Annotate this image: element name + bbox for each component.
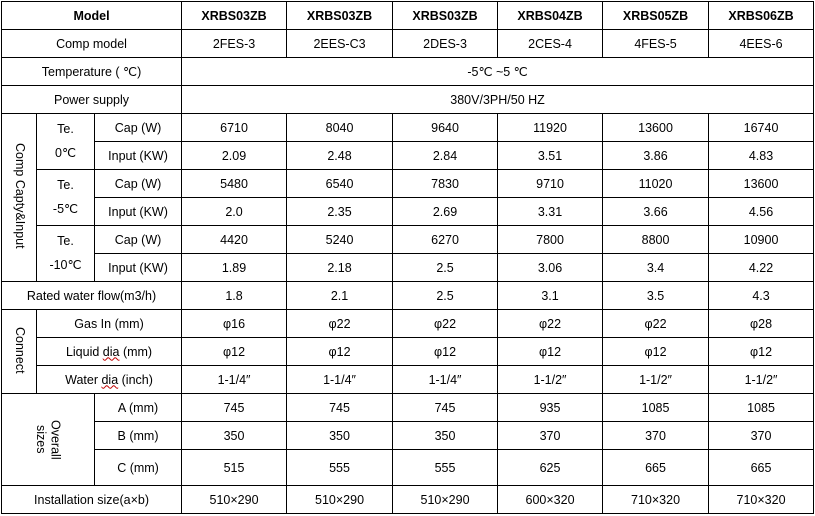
- model-header: XRBS05ZB: [603, 2, 709, 30]
- model-header: XRBS03ZB: [182, 2, 287, 30]
- temperature-row: [2, 58, 814, 86]
- water-flow-label: Rated water flow(m3/h): [2, 282, 182, 310]
- comp-model-cell: 2CES-4: [498, 30, 603, 58]
- input-row: [2, 254, 814, 282]
- te-cell: [37, 170, 95, 226]
- te-label: Te.: [57, 177, 74, 192]
- gas-in-row: [2, 310, 814, 338]
- cap-cell: 9640: [393, 114, 498, 142]
- cap-cell: 7800: [498, 226, 603, 254]
- cap-cell: 10900: [709, 226, 814, 254]
- size-c-cell: 665: [709, 450, 814, 486]
- cap-cell: 7830: [393, 170, 498, 198]
- cap-label: Cap (W): [95, 114, 182, 142]
- installation-cell: 710×320: [603, 486, 709, 514]
- water-dia-cell: 1-1/2″: [709, 366, 814, 394]
- size-a-label: A (mm): [95, 394, 182, 422]
- input-cell: 4.22: [709, 254, 814, 282]
- cap-cell: 13600: [709, 170, 814, 198]
- water-dia-cell: 1-1/2″: [603, 366, 709, 394]
- cap-cell: 16740: [709, 114, 814, 142]
- cap-cell: 8040: [287, 114, 393, 142]
- size-a-cell: 1085: [603, 394, 709, 422]
- size-b-cell: 370: [498, 422, 603, 450]
- water-flow-row: [2, 282, 814, 310]
- temperature-label: Temperature ( ℃): [2, 58, 182, 86]
- comp-model-label: Comp model: [2, 30, 182, 58]
- header-row: [2, 2, 814, 30]
- input-cell: 2.84: [393, 142, 498, 170]
- gas-in-cell: φ16: [182, 310, 287, 338]
- model-header: XRBS03ZB: [393, 2, 498, 30]
- comp-model-cell: 4FES-5: [603, 30, 709, 58]
- capacity-section-label: [2, 114, 37, 282]
- input-cell: 3.06: [498, 254, 603, 282]
- comp-model-cell: 2DES-3: [393, 30, 498, 58]
- water-flow-cell: 3.1: [498, 282, 603, 310]
- input-cell: 1.89: [182, 254, 287, 282]
- overall-line2: sizes: [34, 425, 48, 454]
- size-a-cell: 935: [498, 394, 603, 422]
- size-b-label: B (mm): [95, 422, 182, 450]
- size-c-cell: 555: [393, 450, 498, 486]
- size-a-cell: 745: [287, 394, 393, 422]
- liquid-dia-row: [2, 338, 814, 366]
- liquid-label-a: Liquid: [65, 344, 103, 359]
- cap-cell: 5480: [182, 170, 287, 198]
- liquid-dia-cell: φ12: [498, 338, 603, 366]
- te-label: Te.: [57, 121, 74, 136]
- size-b-cell: 350: [287, 422, 393, 450]
- gas-in-cell: φ22: [498, 310, 603, 338]
- liquid-label-b: dia: [102, 344, 120, 359]
- te-cell: [37, 226, 95, 282]
- capacity-row: [2, 170, 814, 198]
- installation-cell: 710×320: [709, 486, 814, 514]
- cap-cell: 11920: [498, 114, 603, 142]
- input-cell: 2.5: [393, 254, 498, 282]
- size-b-cell: 370: [603, 422, 709, 450]
- comp-model-row: [2, 30, 814, 58]
- input-cell: 3.51: [498, 142, 603, 170]
- size-c-cell: 625: [498, 450, 603, 486]
- cap-cell: 8800: [603, 226, 709, 254]
- installation-row: [2, 486, 814, 514]
- water-dia-cell: 1-1/4″: [182, 366, 287, 394]
- size-b-cell: 350: [182, 422, 287, 450]
- input-cell: 2.69: [393, 198, 498, 226]
- installation-cell: 510×290: [182, 486, 287, 514]
- overall-line1: Overall: [48, 419, 63, 460]
- input-label: Input (KW): [95, 254, 182, 282]
- model-header: XRBS03ZB: [287, 2, 393, 30]
- size-c-row: [2, 450, 814, 486]
- input-label: Input (KW): [95, 198, 182, 226]
- cap-cell: 11020: [603, 170, 709, 198]
- input-cell: 3.86: [603, 142, 709, 170]
- gas-in-cell: φ22: [603, 310, 709, 338]
- gas-in-label: Gas In (mm): [37, 310, 182, 338]
- overall-sizes-text: [35, 420, 62, 460]
- liquid-label-c: (mm): [119, 344, 153, 359]
- connect-section-label: [2, 310, 37, 394]
- input-cell: 4.83: [709, 142, 814, 170]
- liquid-dia-cell: φ12: [182, 338, 287, 366]
- model-header-label: Model: [2, 2, 182, 30]
- model-header: XRBS06ZB: [709, 2, 814, 30]
- input-row: [2, 198, 814, 226]
- water-flow-cell: 4.3: [709, 282, 814, 310]
- liquid-dia-cell: φ12: [709, 338, 814, 366]
- comp-model-cell: 2FES-3: [182, 30, 287, 58]
- connect-section-text: Connect: [12, 326, 27, 374]
- liquid-dia-cell: φ12: [393, 338, 498, 366]
- comp-model-cell: 4EES-6: [709, 30, 814, 58]
- liquid-dia-cell: φ12: [287, 338, 393, 366]
- cap-cell: 5240: [287, 226, 393, 254]
- cap-cell: 9710: [498, 170, 603, 198]
- capacity-row: [2, 114, 814, 142]
- cap-label: Cap (W): [95, 226, 182, 254]
- input-cell: 3.4: [603, 254, 709, 282]
- power-supply-row: [2, 86, 814, 114]
- cap-cell: 6710: [182, 114, 287, 142]
- input-cell: 3.66: [603, 198, 709, 226]
- te-value: -10℃: [49, 257, 82, 272]
- capacity-section-text: Comp Capty&Input: [12, 143, 27, 249]
- input-label: Input (KW): [95, 142, 182, 170]
- te-cell: [37, 114, 95, 170]
- water-dia-row: [2, 366, 814, 394]
- liquid-dia-cell: φ12: [603, 338, 709, 366]
- te-label: Te.: [57, 233, 74, 248]
- te-value: -5℃: [52, 201, 79, 216]
- input-cell: 2.18: [287, 254, 393, 282]
- size-a-row: [2, 394, 814, 422]
- power-supply-label: Power supply: [2, 86, 182, 114]
- te-value: 0℃: [55, 145, 76, 160]
- gas-in-cell: φ22: [287, 310, 393, 338]
- water-dia-cell: 1-1/4″: [393, 366, 498, 394]
- cap-cell: 6270: [393, 226, 498, 254]
- input-cell: 2.0: [182, 198, 287, 226]
- input-cell: 3.31: [498, 198, 603, 226]
- water-flow-cell: 1.8: [182, 282, 287, 310]
- overall-sizes-label: [2, 394, 95, 486]
- size-b-cell: 370: [709, 422, 814, 450]
- water-label-c: (inch): [118, 372, 153, 387]
- temperature-value: -5℃ ~5 ℃: [182, 58, 814, 86]
- power-supply-value: 380V/3PH/50 HZ: [182, 86, 814, 114]
- size-c-cell: 665: [603, 450, 709, 486]
- size-c-label: C (mm): [95, 450, 182, 486]
- model-header: XRBS04ZB: [498, 2, 603, 30]
- cap-cell: 4420: [182, 226, 287, 254]
- water-label-a: Water: [65, 372, 102, 387]
- size-a-cell: 1085: [709, 394, 814, 422]
- size-b-row: [2, 422, 814, 450]
- size-c-cell: 515: [182, 450, 287, 486]
- gas-in-cell: φ28: [709, 310, 814, 338]
- input-cell: 2.48: [287, 142, 393, 170]
- size-a-cell: 745: [393, 394, 498, 422]
- input-row: [2, 142, 814, 170]
- capacity-row: [2, 226, 814, 254]
- size-a-cell: 745: [182, 394, 287, 422]
- water-dia-cell: 1-1/2″: [498, 366, 603, 394]
- cap-cell: 13600: [603, 114, 709, 142]
- installation-cell: 510×290: [393, 486, 498, 514]
- water-flow-cell: 2.5: [393, 282, 498, 310]
- water-dia-label: [37, 366, 182, 394]
- input-cell: 4.56: [709, 198, 814, 226]
- size-b-cell: 350: [393, 422, 498, 450]
- spec-table: [1, 1, 814, 514]
- cap-label: Cap (W): [95, 170, 182, 198]
- water-flow-cell: 2.1: [287, 282, 393, 310]
- installation-cell: 510×290: [287, 486, 393, 514]
- cap-cell: 6540: [287, 170, 393, 198]
- installation-cell: 600×320: [498, 486, 603, 514]
- water-flow-cell: 3.5: [603, 282, 709, 310]
- liquid-dia-label: [37, 338, 182, 366]
- input-cell: 2.35: [287, 198, 393, 226]
- gas-in-cell: φ22: [393, 310, 498, 338]
- comp-model-cell: 2EES-C3: [287, 30, 393, 58]
- water-label-b: dia: [101, 372, 119, 387]
- water-dia-cell: 1-1/4″: [287, 366, 393, 394]
- input-cell: 2.09: [182, 142, 287, 170]
- size-c-cell: 555: [287, 450, 393, 486]
- installation-label: Installation size(a×b): [2, 486, 182, 514]
